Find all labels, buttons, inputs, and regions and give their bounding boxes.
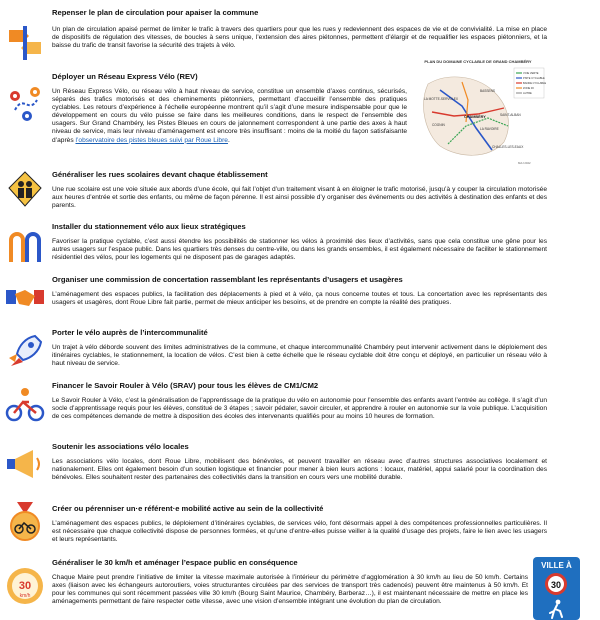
observatory-link[interactable]: l’observatoire des pistes bleues suivi par Roue Libre [75,136,228,144]
section-title: Créer ou pérenniser un·e référent·e mobilité active au sein de la collectivité [52,504,324,513]
svg-text:km/h: km/h [19,593,31,599]
network-pins-icon [5,84,45,126]
map-place: CHAMBÉRY [464,115,486,119]
section-title: Soutenir les associations vélo locales [52,442,189,451]
map-place: LA RAVOIRE [480,127,499,131]
school-street-icon [5,170,45,210]
map-place: BASSENS [480,89,496,93]
medal-bike-icon [5,502,45,542]
bike-rack-icon [5,228,45,264]
section-body [52,88,407,145]
section-title: Généraliser les rues scolaires devant chaque établissement [52,170,268,179]
section-title: Installer du stationnement vélo aux lieux stratégiques [52,222,246,231]
map-legend-item: ZONE 30 [523,87,534,90]
svg-text:30: 30 [18,580,32,592]
section-title: Déployer un Réseau Express Vélo (REV) [52,72,198,81]
map-legend-item: AUTRE [523,92,532,95]
map-place: CHALLES-LES-EAUX [492,145,524,149]
map-place: SAINT-ALBAN [500,113,521,117]
section-body: L’aménagement des espaces publics, la facilitation des déplacements à pied et à vélo, ça nous concerne toutes et tous. La concertation avec les représentants des usagers et usagères, dont Roue Libre fait partie, permet de mieux anticiper les besoins, et de prendre en compte la réalité des pratiques. [52,291,547,307]
section-body: Un plan de circulation apaisé permet de limiter le trafic à travers des quartiers pour que les rues y redeviennent des espaces de vie et de convivialité. La mise en place de dispositifs de régulation des vitesses, de boucles à sens unique, l’extension des aires piétonnes, permettent d’élargir et de requalifier les espaces piétonniers, et la baisse du trafic de transit favorise la sécurité des trajets à vélo. [52,26,547,50]
section-title: Repenser le plan de circulation pour apaiser la commune [52,8,259,17]
circulation-sign-icon [5,22,45,62]
section-title: Généraliser le 30 km/h et aménager l’espace public en conséquence [52,558,298,567]
section-body: L’aménagement des espaces publics, le déploiement d’itinéraires cyclables, de services vélo, font désormais appel à des compétences professionnelles particulières. Il est nécessaire que chaque collectivité dispose de personnes formées, et qu’une d’entre-elles puisse veiller à la qualité d’usage des projets, faire le lien avec les usagers et leurs représentants. [52,520,547,544]
runner-icon [547,599,567,619]
section-body: Une rue scolaire est une voie située aux abords d’une école, qui fait l’objet d’un traitement visant à en éloigner le trafic motorisé, jusqu’à y couper la circulation motorisée aux heures d’entrée et sortie des enfants, ou même de façon pérenne. Il est ainsi possible d’y organiser des événements ou des activités à destination des enfants et des parents. [52,186,547,210]
cycle-network-map [418,56,546,168]
speed-limit-sign [545,573,567,595]
ville-30-badge [533,557,580,620]
section-body: Un trajet à vélo déborde souvent des limites administratives de la commune, et chaque intercommunalité Chambéry peut intervenir activement dans le déploiement des itinéraires cyclables, le stationnement, la location de vélos. C’est bien à cette échelle que le réseau cyclable doit être conçu et déployé, en particulier un réseau vélo à haut niveau de service. [52,344,547,368]
section-title: Organiser une commission de concertation rassemblant les représentants d’usagers et usagères [52,275,403,284]
section-body-text: Un Réseau Express Vélo, ou réseau vélo à haut niveau de service, constitue un ensemble d’axes continus, sécurisés, séparés des trafics motorisés et des cheminements piétonniers, permettant d’accueillir l’ensemble des pratiques cyclables. Les retours d’expérience à l’échelle européenne montrent qu’il s’agit d’une mesure indispensable pour que le développement en cours du vélo puisse se faire dans les meilleures conditions, dans le respect de l’ensemble des usagers. Sur Grand Chambéry, les Pistes Bleues en cours de jalonnement correspondent à une partie des axes à haut niveau de service, mais leur niveau d’aménagement est encore très insuffisant : moins de la moitié du façon satisfaisante d’après [52,88,407,144]
map-legend [514,68,546,98]
section-body: Chaque Maire peut prendre l’initiative de limiter la vitesse maximale autorisée à l’intérieur du périmètre d’agglomération à 30 km/h au lieu de 50 km/h. Certains axes (liaison avec les échangeurs autoroutiers, voies structurantes circulées par des services de transport très cadencés) peuvent être maintenus à 50 km/h. Et pour les communes qui sont récemment passées ville 30 km/h (Bourg Saint Maurice, Chambéry, Barberaz…), il est maintenant nécessaire de mettre en place les aménagements permettant de faire respecter cette vitesse, avec une vision d’ensemble intégrant une évolution du plan de circulation. [52,574,528,606]
map-legend-item: BANDE CYCLABLE [523,82,546,85]
handshake-icon [5,282,45,314]
section-body-tail: . [227,136,230,144]
badge-label: VILLE À [541,561,572,570]
section-body: Les associations vélo locales, dont Roue Libre, mobilisent des bénévoles, et peuvent travailler en réseau avec d’autres structures associatives localement et nationalement. Elles ont également besoin d’un soutien logistique et financier pour mener à bien leurs actions : locaux, matériel, appui salarié pour la coordination des bénévoles. Elles souhaitent rester des partenaires des collectivités dans la transition en cours vers une mobilité durable. [52,458,547,482]
map-place: LA MOTTE-SERVOLEX [424,97,458,101]
child-bike-icon [5,386,45,422]
section-body: Le Savoir Rouler à Vélo, c’est la généralisation de l’apprentissage de la pratique du vélo en autonomie pour l’ensemble des enfants avant l’entrée au collège. Il s’agit d’un socle d’apprentissage requis pour les élèves, constitué de 3 étapes ; savoir pédaler, savoir circuler, et apprendre à rouler en autonomie sur la voie publique. L’acquisition de ces compétences demande de mettre à disposition des écoles des intervenants qualifiés pour au moins 10 heures de formation. [52,397,547,421]
map-legend-item: VOIE VERTE [523,72,539,75]
section-title: Financer le Savoir Rouler à Vélo (SRAV) pour tous les élèves de CM1/CM2 [52,381,319,390]
rocket-icon [5,332,45,368]
map-legend-item: PISTE CYCLABLE [523,77,545,80]
map-place: COGNIN [432,123,445,127]
section-body: Favoriser la pratique cyclable, c’est aussi étendre les possibilités de stationner les vélos à proximité des lieux d’activités, sans que cela constitue une gêne pour les autres usagers sur l’espace public. Dans les quartiers très denses du centre-ville, ou dans les grands ensembles, il est également nécessaire de faciliter le stationnement résidentiel des vélos, pour les logements qui ne disposent pas de garages adaptés. [52,238,547,262]
megaphone-icon [5,448,45,482]
map-title: PLAN DU DOMAINE CYCLABLE DE GRAND CHAMBÉRY [424,59,532,64]
map-footer: MAJ 2022 [518,161,531,165]
speed-30-icon [5,566,45,606]
badge-speed: 30 [550,580,561,590]
section-title: Porter le vélo auprès de l’intercommunalité [52,328,208,337]
